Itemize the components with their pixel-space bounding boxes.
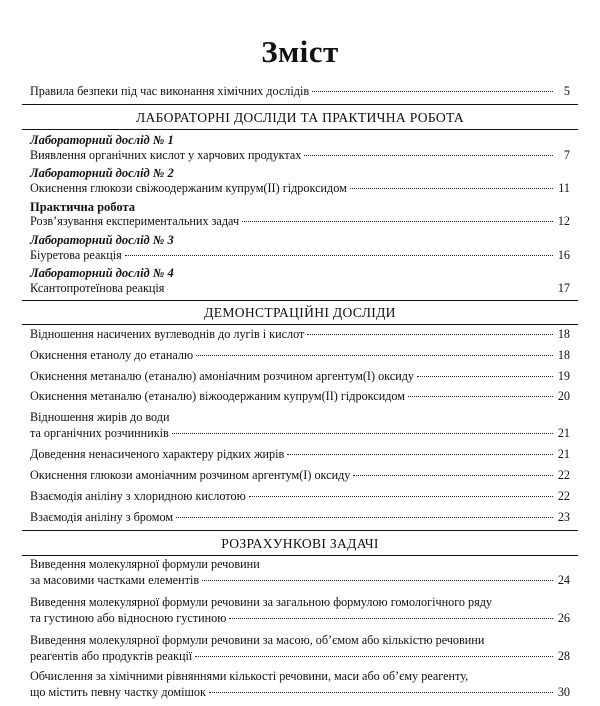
toc-entry-text: Виведення молекулярної формули речовини [30, 557, 260, 571]
dot-leader [249, 496, 553, 497]
toc-entry-text: Окиснення метаналю (етаналю) амоніачним розчином аргентум(І) оксиду [30, 369, 415, 383]
toc-entry-text: Відношення насичених вуглеводнів до лугів і кислот [30, 327, 305, 341]
toc-subheading: Лабораторний дослід № 1 [30, 133, 174, 147]
dot-leader [229, 618, 553, 619]
toc-entry-text: Окиснення етанолу до етаналю [30, 348, 194, 362]
dot-leader [417, 376, 553, 377]
dot-leader [176, 517, 553, 518]
dot-leader [287, 454, 553, 455]
section-heading-demo: ДЕМОНСТРАЦІЙНІ ДОСЛІДИ [204, 305, 396, 320]
toc-entry-text: Виведення молекулярної формули речовини за загальною формулою гомологічного ряду [30, 595, 493, 609]
toc-entry[interactable] [30, 685, 570, 705]
toc-entry-page: 22 [557, 468, 570, 482]
toc-entry[interactable] [30, 214, 570, 234]
toc-entry[interactable] [30, 447, 570, 467]
toc-entry-safety[interactable] [30, 84, 570, 104]
dot-leader [125, 255, 553, 256]
toc-entry[interactable] [30, 468, 570, 488]
toc-entry-text: Правила безпеки під час виконання хімічних дослідів [30, 84, 310, 98]
toc-entry[interactable] [30, 248, 570, 268]
toc-entry-page: 18 [557, 348, 570, 362]
toc-entry-text: Розв’язування експериментальних задач [30, 214, 240, 228]
toc-entry-text: Виведення молекулярної формули речовини за масою, об’ємом або кількістю речовини [30, 633, 485, 647]
toc-entry[interactable] [30, 327, 570, 347]
toc-entry-page: 24 [557, 573, 570, 587]
toc-entry-page: 21 [557, 426, 570, 440]
toc-entry-page: 7 [563, 148, 570, 162]
toc-entry[interactable] [30, 148, 570, 168]
section-rule [22, 300, 578, 301]
toc-entry[interactable] [30, 649, 570, 669]
toc-entry-page: 16 [557, 248, 570, 262]
toc-entry-page: 18 [557, 327, 570, 341]
dot-leader [167, 288, 553, 289]
toc-entry-text: Відношення жирів до води [30, 410, 170, 424]
dot-leader [350, 188, 553, 189]
toc-entry-text: Обчислення за хімічними рівняннями кількості речовини, маси або об’єму реагенту, [30, 669, 469, 683]
dot-leader [307, 334, 553, 335]
dot-leader [195, 656, 553, 657]
toc-entry-page: 19 [557, 369, 570, 383]
toc-entry-page: 30 [557, 685, 570, 699]
section-rule [22, 555, 578, 556]
dot-leader [312, 91, 553, 92]
section-heading-lab: ЛАБОРАТОРНІ ДОСЛІДИ ТА ПРАКТИЧНА РОБОТА [135, 110, 465, 125]
toc-subheading: Лабораторний дослід № 2 [30, 166, 174, 180]
toc-entry[interactable] [30, 348, 570, 368]
toc-entry-page: 22 [557, 489, 570, 503]
section-rule [22, 129, 578, 130]
dot-leader [196, 355, 553, 356]
toc-entry[interactable] [30, 281, 570, 301]
dot-leader [202, 580, 553, 581]
section-heading-calc: РОЗРАХУНКОВІ ЗАДАЧІ [221, 536, 379, 551]
toc-entry[interactable] [30, 389, 570, 409]
toc-entry-text: реагентів або продуктів реакції [30, 649, 193, 663]
toc-entry-text: Окиснення глюкози свіжоодержаним купрум(ІІ) гідроксидом [30, 181, 347, 195]
section-rule [22, 324, 578, 325]
toc-entry[interactable] [30, 426, 570, 446]
toc-entry-text: Окиснення метаналю (етаналю) віжоодержаним купрум(ІІ) гідроксидом [30, 389, 405, 403]
toc-entry-page: 28 [557, 649, 570, 663]
toc-entry[interactable] [30, 369, 570, 389]
toc-entry-page: 26 [557, 611, 570, 625]
toc-entry-page: 11 [558, 181, 570, 195]
toc-entry[interactable] [30, 510, 570, 530]
section-rule [22, 104, 578, 105]
dot-leader [209, 692, 553, 693]
dot-leader [304, 155, 553, 156]
dot-leader [408, 396, 553, 397]
toc-entry-text: Доведення ненасиченого характеру рідких жирів [30, 447, 285, 461]
toc-entry-text: Виявлення органічних кислот у харчових продуктах [30, 148, 302, 162]
toc-subheading: Лабораторний дослід № 4 [30, 266, 174, 280]
dot-leader [242, 221, 553, 222]
toc-entry-text: Взаємодія аніліну з бромом [30, 510, 174, 524]
dot-leader [353, 475, 553, 476]
toc-entry-page: 20 [557, 389, 570, 403]
toc-entry-page: 12 [557, 214, 570, 228]
toc-entry-text: та органічних розчинників [30, 426, 169, 440]
toc-entry[interactable] [30, 489, 570, 509]
page-title: Зміст [261, 34, 339, 69]
toc-entry-text: що містить певну частку домішок [30, 685, 206, 699]
toc-entry-page: 23 [557, 510, 570, 524]
toc-subheading: Лабораторний дослід № 3 [30, 233, 174, 247]
toc-entry-text: за масовими частками елементів [30, 573, 200, 587]
toc-entry[interactable] [30, 181, 570, 201]
section-rule [22, 530, 578, 531]
toc-subheading: Практична робота [30, 200, 136, 214]
toc-entry-text: Біуретова реакція [30, 248, 122, 262]
toc-entry-page: 17 [557, 281, 570, 295]
toc-entry-text: Взаємодія аніліну з хлоридною кислотою [30, 489, 246, 503]
toc-entry-text: та густиною або відносною густиною [30, 611, 227, 625]
dot-leader [172, 433, 553, 434]
toc-entry-page: 5 [563, 84, 570, 98]
toc-entry-page: 21 [557, 447, 570, 461]
toc-entry-text: Окиснення глюкози амоніачним розчином аргентум(І) оксиду [30, 468, 351, 482]
toc-entry-text: Ксантопротеїнова реакція [30, 281, 165, 295]
toc-entry[interactable] [30, 611, 570, 631]
toc-entry[interactable] [30, 573, 570, 593]
